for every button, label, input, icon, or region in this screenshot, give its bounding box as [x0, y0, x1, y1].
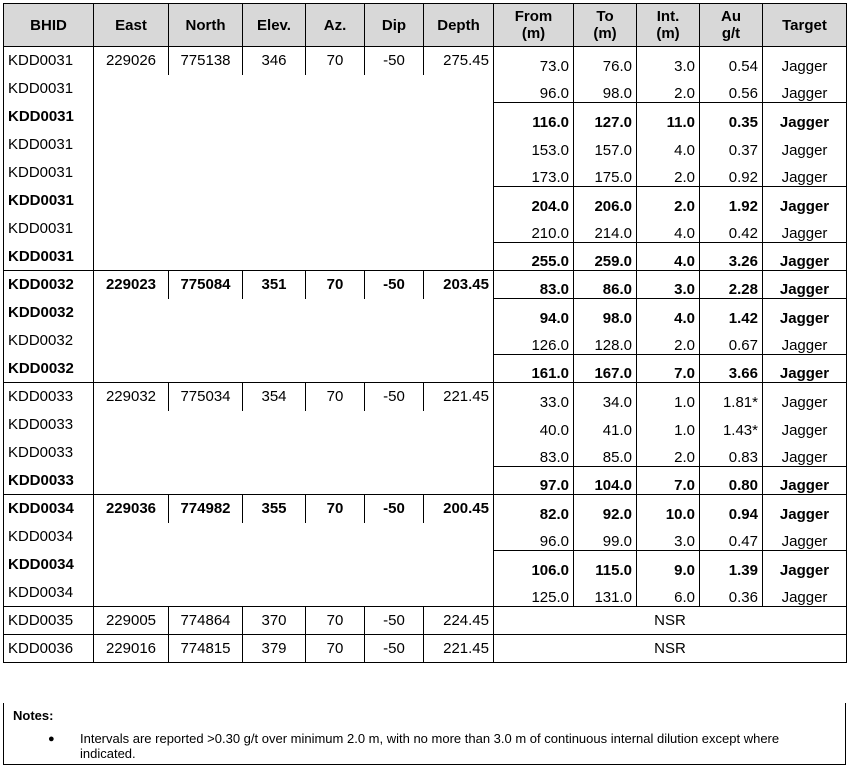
cell-bhid: KDD0031 — [4, 243, 94, 271]
cell-blank — [94, 439, 494, 467]
cell-target: Jagger — [763, 299, 847, 327]
cell-blank — [94, 243, 494, 271]
cell-au: 0.42 — [700, 215, 763, 243]
table-row — [4, 299, 847, 327]
cell-nsr: NSR — [494, 635, 847, 663]
header-from — [494, 4, 574, 47]
cell-to: 127.0 — [574, 103, 637, 131]
cell-au: 3.66 — [700, 355, 763, 383]
cell-dip: -50 — [365, 495, 424, 523]
cell-az: 70 — [306, 635, 365, 663]
cell-dip: -50 — [365, 607, 424, 635]
cell-east: 229016 — [94, 635, 169, 663]
cell-int: 4.0 — [637, 131, 700, 159]
cell-blank — [94, 579, 494, 607]
cell-au: 0.47 — [700, 523, 763, 551]
cell-au: 1.43* — [700, 411, 763, 439]
cell-int: 10.0 — [637, 495, 700, 523]
cell-target: Jagger — [763, 75, 847, 103]
cell-int: 3.0 — [637, 47, 700, 75]
cell-elev: 351 — [243, 271, 306, 299]
cell-int: 4.0 — [637, 215, 700, 243]
cell-blank — [94, 131, 494, 159]
cell-to: 206.0 — [574, 187, 637, 215]
table-row — [4, 243, 847, 271]
cell-int: 9.0 — [637, 551, 700, 579]
cell-bhid: KDD0033 — [4, 439, 94, 467]
header-au-line2: g/t — [721, 25, 741, 42]
cell-to: 85.0 — [574, 439, 637, 467]
table-row — [4, 159, 847, 187]
cell-au: 0.83 — [700, 439, 763, 467]
cell-east: 229023 — [94, 271, 169, 299]
cell-from: 126.0 — [494, 327, 574, 355]
table-row — [4, 47, 847, 75]
cell-bhid: KDD0036 — [4, 635, 94, 663]
cell-int: 2.0 — [637, 439, 700, 467]
cell-blank — [94, 299, 494, 327]
cell-au: 0.54 — [700, 47, 763, 75]
cell-target: Jagger — [763, 187, 847, 215]
header-to-line1: To — [596, 8, 614, 25]
table-row — [4, 607, 847, 635]
cell-elev: 370 — [243, 607, 306, 635]
cell-to: 98.0 — [574, 75, 637, 103]
drill-results-table — [3, 3, 847, 663]
cell-to: 214.0 — [574, 215, 637, 243]
cell-bhid: KDD0034 — [4, 495, 94, 523]
cell-bhid: KDD0032 — [4, 299, 94, 327]
cell-from: 116.0 — [494, 103, 574, 131]
header-target: Target — [763, 4, 847, 47]
table-row — [4, 131, 847, 159]
cell-bhid: KDD0031 — [4, 187, 94, 215]
cell-to: 92.0 — [574, 495, 637, 523]
cell-blank — [94, 467, 494, 495]
table-row — [4, 411, 847, 439]
cell-north: 775084 — [169, 271, 243, 299]
cell-int: 3.0 — [637, 271, 700, 299]
bullet-icon: ● — [48, 733, 55, 745]
cell-bhid: KDD0031 — [4, 159, 94, 187]
cell-to: 131.0 — [574, 579, 637, 607]
cell-depth: 203.45 — [424, 271, 494, 299]
header-elev: Elev. — [243, 4, 306, 47]
cell-target: Jagger — [763, 551, 847, 579]
cell-au: 0.92 — [700, 159, 763, 187]
cell-from: 33.0 — [494, 383, 574, 411]
cell-from: 82.0 — [494, 495, 574, 523]
cell-blank — [94, 551, 494, 579]
cell-target: Jagger — [763, 439, 847, 467]
cell-target: Jagger — [763, 159, 847, 187]
cell-from: 96.0 — [494, 523, 574, 551]
cell-depth: 200.45 — [424, 495, 494, 523]
table-row — [4, 271, 847, 299]
cell-from: 210.0 — [494, 215, 574, 243]
table-row — [4, 439, 847, 467]
cell-bhid: KDD0031 — [4, 75, 94, 103]
cell-int: 1.0 — [637, 383, 700, 411]
cell-north: 775034 — [169, 383, 243, 411]
cell-au: 1.81* — [700, 383, 763, 411]
header-from-line2: (m) — [521, 25, 546, 42]
cell-depth: 275.45 — [424, 47, 494, 75]
notes-title: Notes: — [13, 708, 54, 723]
cell-target: Jagger — [763, 131, 847, 159]
cell-blank — [94, 411, 494, 439]
table-row — [4, 75, 847, 103]
cell-blank — [94, 215, 494, 243]
cell-bhid: KDD0031 — [4, 215, 94, 243]
table-row — [4, 495, 847, 523]
header-int — [637, 4, 700, 47]
cell-az: 70 — [306, 47, 365, 75]
cell-bhid: KDD0033 — [4, 467, 94, 495]
header-to-line2: (m) — [593, 25, 617, 42]
cell-from: 153.0 — [494, 131, 574, 159]
cell-au: 0.37 — [700, 131, 763, 159]
cell-bhid: KDD0032 — [4, 271, 94, 299]
cell-int: 2.0 — [637, 187, 700, 215]
cell-dip: -50 — [365, 47, 424, 75]
cell-blank — [94, 159, 494, 187]
cell-target: Jagger — [763, 47, 847, 75]
cell-from: 83.0 — [494, 271, 574, 299]
cell-target: Jagger — [763, 355, 847, 383]
table-row — [4, 355, 847, 383]
cell-bhid: KDD0034 — [4, 551, 94, 579]
cell-dip: -50 — [365, 383, 424, 411]
cell-elev: 346 — [243, 47, 306, 75]
cell-blank — [94, 355, 494, 383]
cell-from: 204.0 — [494, 187, 574, 215]
cell-depth: 224.45 — [424, 607, 494, 635]
cell-au: 0.56 — [700, 75, 763, 103]
cell-az: 70 — [306, 383, 365, 411]
cell-to: 104.0 — [574, 467, 637, 495]
cell-target: Jagger — [763, 271, 847, 299]
cell-target: Jagger — [763, 411, 847, 439]
cell-au: 0.67 — [700, 327, 763, 355]
cell-bhid: KDD0032 — [4, 327, 94, 355]
table-row — [4, 635, 847, 663]
cell-target: Jagger — [763, 383, 847, 411]
header-north: North — [169, 4, 243, 47]
header-east: East — [94, 4, 169, 47]
cell-int: 2.0 — [637, 75, 700, 103]
cell-from: 161.0 — [494, 355, 574, 383]
cell-elev: 379 — [243, 635, 306, 663]
header-bhid: BHID — [4, 4, 94, 47]
cell-east: 229036 — [94, 495, 169, 523]
cell-from: 97.0 — [494, 467, 574, 495]
cell-int: 4.0 — [637, 243, 700, 271]
cell-elev: 354 — [243, 383, 306, 411]
cell-north: 774864 — [169, 607, 243, 635]
cell-au: 2.28 — [700, 271, 763, 299]
cell-bhid: KDD0032 — [4, 355, 94, 383]
table-row — [4, 327, 847, 355]
cell-bhid: KDD0031 — [4, 131, 94, 159]
cell-dip: -50 — [365, 271, 424, 299]
cell-blank — [94, 187, 494, 215]
cell-int: 7.0 — [637, 467, 700, 495]
cell-north: 774815 — [169, 635, 243, 663]
header-from-line1: From — [514, 8, 553, 25]
cell-to: 41.0 — [574, 411, 637, 439]
cell-bhid: KDD0031 — [4, 103, 94, 131]
cell-from: 106.0 — [494, 551, 574, 579]
table-row — [4, 467, 847, 495]
cell-elev: 355 — [243, 495, 306, 523]
header-dip: Dip — [365, 4, 424, 47]
header-depth: Depth — [424, 4, 494, 47]
cell-au: 0.94 — [700, 495, 763, 523]
table-row — [4, 579, 847, 607]
cell-to: 76.0 — [574, 47, 637, 75]
header-int-line1: Int. — [656, 8, 680, 25]
cell-au: 1.42 — [700, 299, 763, 327]
cell-target: Jagger — [763, 495, 847, 523]
cell-to: 34.0 — [574, 383, 637, 411]
cell-bhid: KDD0034 — [4, 579, 94, 607]
cell-from: 255.0 — [494, 243, 574, 271]
cell-east: 229032 — [94, 383, 169, 411]
cell-bhid: KDD0035 — [4, 607, 94, 635]
table-row — [4, 551, 847, 579]
cell-int: 4.0 — [637, 299, 700, 327]
cell-depth: 221.45 — [424, 383, 494, 411]
cell-target: Jagger — [763, 523, 847, 551]
cell-east: 229005 — [94, 607, 169, 635]
cell-blank — [94, 327, 494, 355]
cell-to: 115.0 — [574, 551, 637, 579]
header-au — [700, 4, 763, 47]
cell-target: Jagger — [763, 243, 847, 271]
cell-target: Jagger — [763, 103, 847, 131]
cell-target: Jagger — [763, 215, 847, 243]
table-row — [4, 523, 847, 551]
cell-int: 2.0 — [637, 159, 700, 187]
header-int-line2: (m) — [656, 25, 680, 42]
cell-int: 6.0 — [637, 579, 700, 607]
cell-to: 175.0 — [574, 159, 637, 187]
cell-blank — [94, 103, 494, 131]
cell-from: 96.0 — [494, 75, 574, 103]
header-row — [4, 4, 847, 47]
cell-from: 73.0 — [494, 47, 574, 75]
cell-bhid: KDD0033 — [4, 383, 94, 411]
cell-north: 774982 — [169, 495, 243, 523]
table-row — [4, 103, 847, 131]
table-row — [4, 383, 847, 411]
cell-bhid: KDD0031 — [4, 47, 94, 75]
cell-target: Jagger — [763, 579, 847, 607]
cell-blank — [94, 523, 494, 551]
cell-bhid: KDD0034 — [4, 523, 94, 551]
cell-depth: 221.45 — [424, 635, 494, 663]
cell-int: 7.0 — [637, 355, 700, 383]
header-au-line1: Au — [721, 8, 741, 25]
cell-nsr: NSR — [494, 607, 847, 635]
cell-au: 0.80 — [700, 467, 763, 495]
cell-to: 157.0 — [574, 131, 637, 159]
cell-az: 70 — [306, 495, 365, 523]
cell-target: Jagger — [763, 327, 847, 355]
cell-to: 167.0 — [574, 355, 637, 383]
cell-east: 229026 — [94, 47, 169, 75]
cell-int: 11.0 — [637, 103, 700, 131]
cell-int: 3.0 — [637, 523, 700, 551]
cell-from: 83.0 — [494, 439, 574, 467]
cell-target: Jagger — [763, 467, 847, 495]
cell-au: 0.35 — [700, 103, 763, 131]
cell-bhid: KDD0033 — [4, 411, 94, 439]
cell-int: 2.0 — [637, 327, 700, 355]
cell-az: 70 — [306, 607, 365, 635]
cell-blank — [94, 75, 494, 103]
header-az: Az. — [306, 4, 365, 47]
cell-int: 1.0 — [637, 411, 700, 439]
cell-from: 125.0 — [494, 579, 574, 607]
notes-item: Intervals are reported >0.30 g/t over minimum 2.0 m, with no more than 3.0 m of continuous internal dilution except where indicated. — [80, 731, 780, 761]
cell-from: 173.0 — [494, 159, 574, 187]
cell-to: 99.0 — [574, 523, 637, 551]
header-to — [574, 4, 637, 47]
cell-to: 98.0 — [574, 299, 637, 327]
cell-from: 94.0 — [494, 299, 574, 327]
cell-au: 1.39 — [700, 551, 763, 579]
table-row — [4, 215, 847, 243]
notes-box — [3, 703, 846, 765]
cell-from: 40.0 — [494, 411, 574, 439]
cell-au: 1.92 — [700, 187, 763, 215]
cell-to: 259.0 — [574, 243, 637, 271]
cell-au: 3.26 — [700, 243, 763, 271]
cell-north: 775138 — [169, 47, 243, 75]
cell-dip: -50 — [365, 635, 424, 663]
cell-az: 70 — [306, 271, 365, 299]
cell-to: 86.0 — [574, 271, 637, 299]
table-row — [4, 187, 847, 215]
cell-au: 0.36 — [700, 579, 763, 607]
cell-to: 128.0 — [574, 327, 637, 355]
